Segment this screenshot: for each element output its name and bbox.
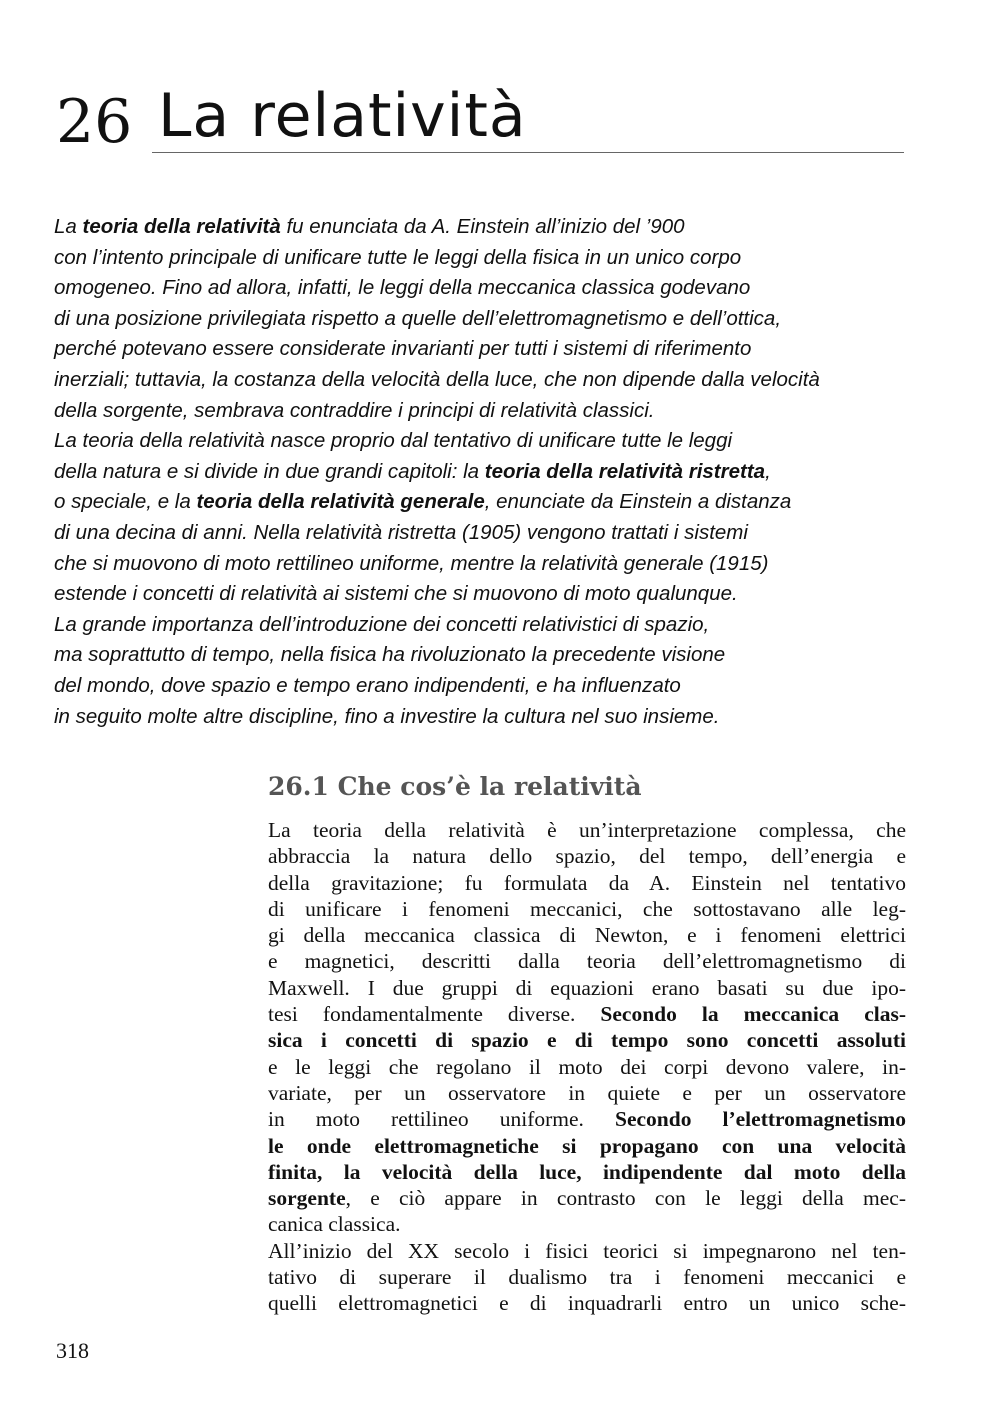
text-span: di una decina di anni. Nella relatività ristretta (1905) vengono trattati i sistemi	[54, 520, 748, 544]
body-line	[268, 1290, 906, 1316]
text-span: o speciale, e la	[54, 490, 197, 514]
text-span: del mondo, dove spazio e tempo erano indipendenti, e ha influenzato	[54, 673, 681, 697]
intro-line	[54, 334, 914, 365]
body-line	[268, 922, 906, 948]
intro-line	[54, 426, 914, 457]
text-span: tesi fondamentalmente diverse.	[268, 1002, 601, 1027]
body-line	[268, 975, 906, 1001]
body-line	[268, 1080, 906, 1106]
body-text	[268, 817, 906, 1317]
intro-line	[54, 243, 914, 274]
text-span: e le leggi che regolano il moto dei corpi devono valere, in-	[268, 1054, 906, 1079]
body-line	[268, 1001, 906, 1027]
text-span: gi della meccanica classica di Newton, e i fenomeni elettrici	[268, 923, 906, 948]
chapter-title: La relatività	[158, 81, 527, 151]
text-span: La grande importanza dell’introduzione dei concetti relativistici di spazio,	[54, 612, 710, 636]
text-span: estende i concetti di relatività ai sistemi che si muovono di moto qualunque.	[54, 582, 738, 606]
chapter-intro	[54, 212, 914, 732]
text-span: che si muovono di moto rettilineo uniforme, mentre la relatività generale (1915)	[54, 551, 769, 575]
body-line	[268, 1027, 906, 1053]
intro-line	[54, 273, 914, 304]
text-span: All’inizio del XX secolo i fisici teorici si impegnarono nel ten-	[268, 1238, 906, 1263]
text-span: ma soprattutto di tempo, nella fisica ha rivoluzionato la precedente visione	[54, 643, 726, 667]
text-span: inerziali; tuttavia, la costanza della velocità della luce, che non dipende dalla velocità	[54, 367, 820, 391]
intro-line	[54, 640, 914, 671]
chapter-number: 26	[56, 87, 133, 157]
title-rule	[152, 152, 904, 153]
body-line	[268, 948, 906, 974]
bold-text: finita, la velocità della luce, indipendente dal moto della	[268, 1159, 906, 1184]
text-span: ,	[765, 459, 771, 483]
bold-text: teoria della relatività	[82, 215, 281, 238]
text-span: abbraccia la natura dello spazio, del tempo, dell’energia e	[268, 844, 906, 869]
text-span: La teoria della relatività è un’interpretazione complessa, che	[268, 818, 906, 842]
body-line	[268, 1159, 906, 1185]
text-span: tativo di superare il dualismo tra i fenomeni meccanici e	[268, 1265, 906, 1290]
intro-line	[54, 610, 914, 641]
text-span: in seguito molte altre discipline, fino a investire la cultura nel suo insieme.	[54, 704, 720, 728]
text-span: , e ciò appare in contrasto con le leggi della mec-	[345, 1186, 906, 1211]
text-span: , enunciate da Einstein a distanza	[484, 490, 792, 514]
bold-text: Secondo l’elettromagnetismo	[614, 1107, 906, 1132]
bold-text: sorgente	[268, 1186, 346, 1211]
intro-line	[54, 304, 914, 335]
intro-line	[54, 671, 914, 702]
intro-line	[54, 702, 914, 733]
text-span: della natura e si divide in due grandi capitoli: la	[54, 459, 485, 483]
text-span: fu enunciata da A. Einstein all’inizio del ’900	[280, 215, 685, 238]
body-line	[268, 843, 906, 869]
text-span: Maxwell. I due gruppi di equazioni erano basati su due ipo-	[268, 975, 906, 1000]
body-line	[268, 1211, 906, 1237]
intro-line	[54, 396, 914, 427]
bold-text: teoria della relatività ristretta	[484, 459, 766, 483]
bold-text: Secondo la meccanica clas-	[600, 1002, 906, 1027]
text-span: di una posizione privilegiata rispetto a quelle dell’elettromagnetismo e dell’ottica,	[54, 306, 782, 330]
page-number: 318	[56, 1338, 89, 1363]
text-span: in moto rettilineo uniforme.	[268, 1107, 615, 1132]
body-line	[268, 1238, 906, 1264]
bold-text: teoria della relatività generale	[196, 490, 485, 514]
intro-line	[54, 212, 914, 243]
text-span: La	[54, 215, 83, 238]
bold-text: sica i concetti di spazio e di tempo sono concetti assoluti	[268, 1028, 906, 1053]
text-span: variate, per un osservatore in quiete e per un osservatore	[268, 1080, 906, 1105]
body-line	[268, 896, 906, 922]
body-line	[268, 1185, 906, 1211]
intro-line	[54, 518, 914, 549]
text-span: canica classica.	[268, 1212, 401, 1237]
text-span: e magnetici, descritti dalla teoria dell’elettromagnetismo di	[268, 949, 906, 974]
text-span: della sorgente, sembrava contraddire i principi di relatività classici.	[54, 398, 655, 422]
intro-line	[54, 457, 914, 488]
section-heading: 26.1 Che cos’è la relatività	[268, 772, 642, 801]
text-span: La teoria della relatività nasce proprio dal tentativo di unificare tutte le leggi	[54, 429, 733, 453]
text-span: perché potevano essere considerate invarianti per tutti i sistemi di riferimento	[54, 337, 752, 361]
text-span: quelli elettromagnetici e di inquadrarli entro un unico sche-	[268, 1291, 906, 1316]
text-span: della gravitazione; fu formulata da A. Einstein nel tentativo	[268, 870, 906, 895]
body-line	[268, 1133, 906, 1159]
text-span: di unificare i fenomeni meccanici, che sottostavano alle leg-	[268, 896, 906, 921]
bold-text: le onde elettromagnetiche si propagano con una velocità	[268, 1133, 906, 1158]
intro-line	[54, 549, 914, 580]
body-line	[268, 1106, 906, 1132]
text-span: omogeneo. Fino ad allora, infatti, le leggi della meccanica classica godevano	[54, 276, 751, 300]
intro-line	[54, 487, 914, 518]
text-span: con l’intento principale di unificare tutte le leggi della fisica in un unico corpo	[54, 245, 742, 269]
body-line	[268, 1054, 906, 1080]
body-line	[268, 1264, 906, 1290]
intro-line	[54, 579, 914, 610]
body-line	[268, 870, 906, 896]
body-line	[268, 817, 906, 843]
intro-line	[54, 365, 914, 396]
